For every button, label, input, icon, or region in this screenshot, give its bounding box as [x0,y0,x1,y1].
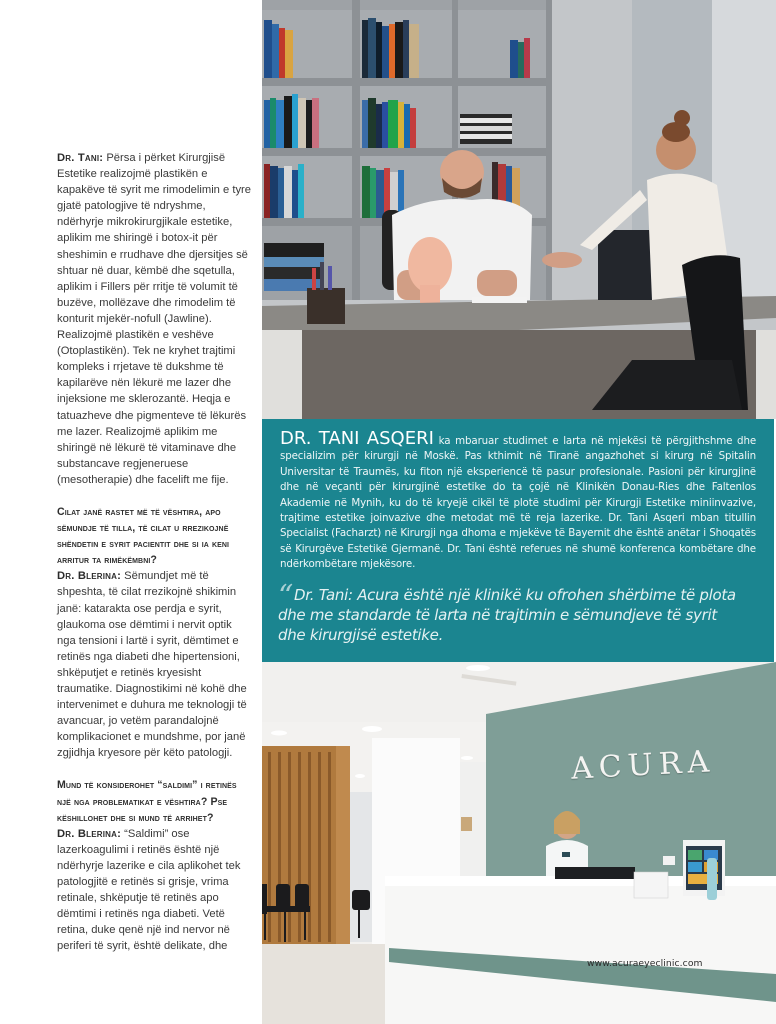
paragraph-text: Sëmundjet më të shpeshta, të cilat rrezikojnë shikimin janë: katarakta ose perdja e syrit, glaukoma ose dëmtimi i nervit optik nga tensioni i lartë i syrit, dëmtimet e retinës nga diabeti dhe hipertensioni, shkëputjet e retinës kryesisht traumatike. Diagnostikimi në kohë dhe intervenimet e duhura me teknologji të avancuar, jo vetëm parandalojnë komplikacionet e mundshme, por janë zgjidhja kryesore për këto patologji. [57,570,247,760]
doctor-bio-text: ka mbaruar studimet e larta në mjekësi të përgjithshme dhe specializim për kirurgji në Moskë. Pas kthimit në Tiranë angazhohet si kirurg në Spitalin Universitar të Traumës, ku fiton një eksperiencë të pasur profesionale. Pasioni për kirurgjinë dhe në veçanti për kirurgjinë estetike do ta çojë në Klinikën Donau-Ries dhe Faltenlos Akademie në Mynih, ku do të kryejë cikël të plotë studimi për Kirurgji Estetike miniinvazive, trajtime estetike joinvazive dhe metodat më të reja lazerike. Dr. Tani Asqeri mban titullin Specialist (Facharzt) në Kirurgji nga dhoma e mjekëve të Bayernit dhe është anëtar i Shoqatës së Kirurgëve Estetikë Gjermanë. Dr. Tani është referues në shumë konferenca kombëtare dhe ndërkombëtare mjekësore. [280,435,757,571]
quote-mark-icon: “ [278,579,294,614]
interview-question: Mund të konsiderohet “saldimi” i retinës një nga problematikat e vështira? Pse këshillohet dhe si mund të arrihet? [57,779,237,824]
article-left-column [57,150,253,955]
paragraph-text: “Saldimi” ose lazerkoagulimi i retinës është një ndërhyrje lazerike e cila aplikohet tek patologjitë e retinës si grisje, vrima retinale, shkëputje të retinës apo dëmtimi i retinës nga diabeti. Vetë retina, duke qenë një ind nervor në periferi të syrit, është delikate, dhe [57,827,241,953]
pull-quote [278,579,748,645]
interview-question: Cilat janë rastet më të vështira, apo sëmundje të tilla, të cilat u rrezikojnë shëndetin e syrit pacientit dhe si ia keni arritur ta rimëkëmbni? [57,505,230,567]
doctor-name: DR. TANI ASQERI [280,428,434,449]
paragraph-dr-tani [57,150,253,488]
speaker-label: Dr. Blerina: [57,570,122,583]
speaker-label: Dr. Blerina: [57,827,122,840]
pull-quote-text: Dr. Tani: Acura është një klinikë ku ofrohen shërbime të plota dhe me standarde të larta në trajtimin e sëmundjeve të syrit dhe kirurgjisë estetike. [278,586,736,644]
website-url[interactable]: www.acuraeyeclinic.com [587,958,703,969]
paragraph-dr-blerina [57,568,253,761]
doctor-bio [280,428,757,573]
paragraph-dr-blerina [57,826,253,955]
doctor-bio-box [262,419,774,662]
clinic-lobby-photo [262,662,776,1024]
speaker-label: Dr. Tani: [57,152,104,164]
acura-wall-sign: ACURA [570,744,716,787]
paragraph-text: Përsa i përket Kirurgjisë Estetike realizojmë plastikën e kapakëve të syrit me rimodelimin e tyre gjatë patologjive të ndryshme, ndërhyrje mikrokirurgjikale estetike, aplikim me shiringë i botox-it për sheshimin e rrudhave dhe djersitjes së shtuar në duar, këmbë dhe sqetulla, aplikim i Fillers për rritje të volumit të buzëve, mollëzave dhe rimodelim të konturit mjekër-nofull (Jawline). Realizojmë plastikën e veshëve (Otoplastikën). Tek ne kryhet trajtimi kompleks i rrjetave të dukshme të kapilarëve nën lëkurë me lazer dhe injeksione me sklerozantë. Heqja e tatuazheve dhe pigmenteve të lëkurës me lazer. Realizojmë aplikim me shiringë në lëkurë të vitaminave dhe substancave regjeneruese (mesotherapie) dhe facelift me fije. [57,152,251,486]
office-consultation-photo [262,0,776,419]
